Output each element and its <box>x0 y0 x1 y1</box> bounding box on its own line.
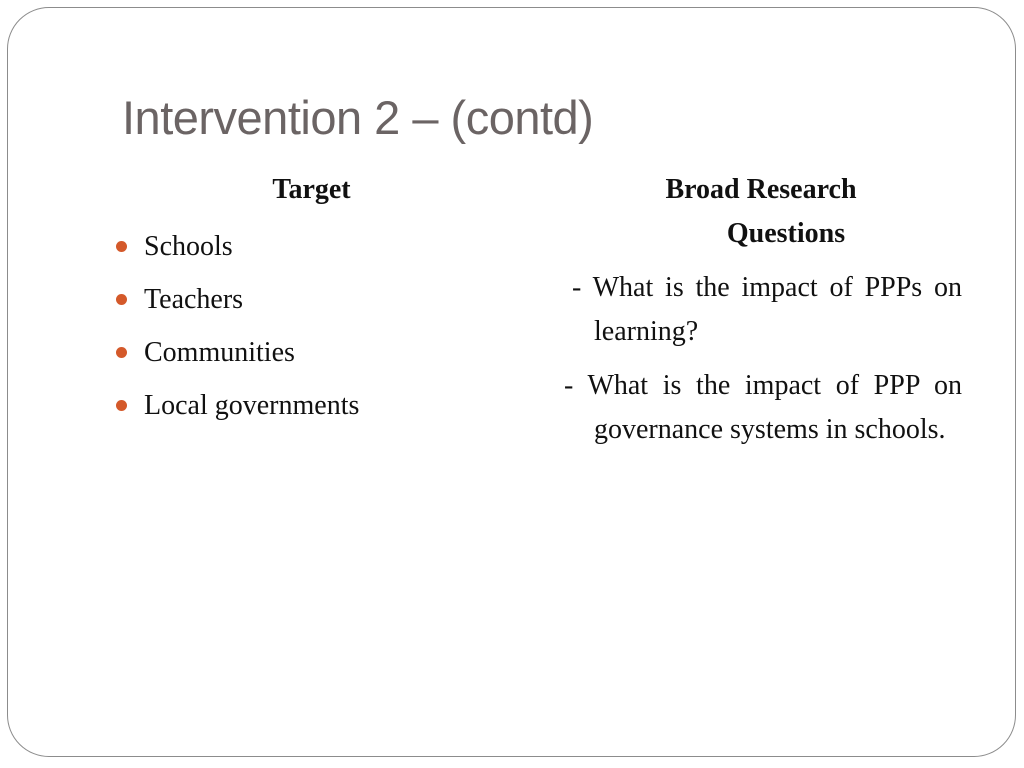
list-item <box>114 379 509 432</box>
research-questions-heading <box>560 168 962 256</box>
research-heading-line2: Questions <box>726 218 846 249</box>
research-question: - What is the impact of PPPs on learning? <box>572 272 962 347</box>
research-heading-line1: Broad Research <box>665 174 857 205</box>
list-item-label: Teachers <box>144 284 244 315</box>
list-item-label: Communities <box>144 337 295 368</box>
target-list <box>114 220 509 432</box>
slide-title: Intervention 2 – (contd) <box>122 91 594 144</box>
list-item <box>114 273 509 326</box>
research-questions-column <box>560 168 962 452</box>
list-item <box>114 326 509 379</box>
bullet-dot-icon <box>116 400 127 411</box>
bullet-dot-icon <box>116 294 127 305</box>
target-heading: Target <box>272 174 351 205</box>
target-column <box>114 168 509 432</box>
research-question: - What is the impact of PPP on governance systems in schools. <box>564 370 962 445</box>
list-item-label: Local governments <box>144 390 360 421</box>
list-item <box>114 220 509 273</box>
list-item-label: Schools <box>144 231 233 262</box>
bullet-dot-icon <box>116 241 127 252</box>
bullet-dot-icon <box>116 347 127 358</box>
